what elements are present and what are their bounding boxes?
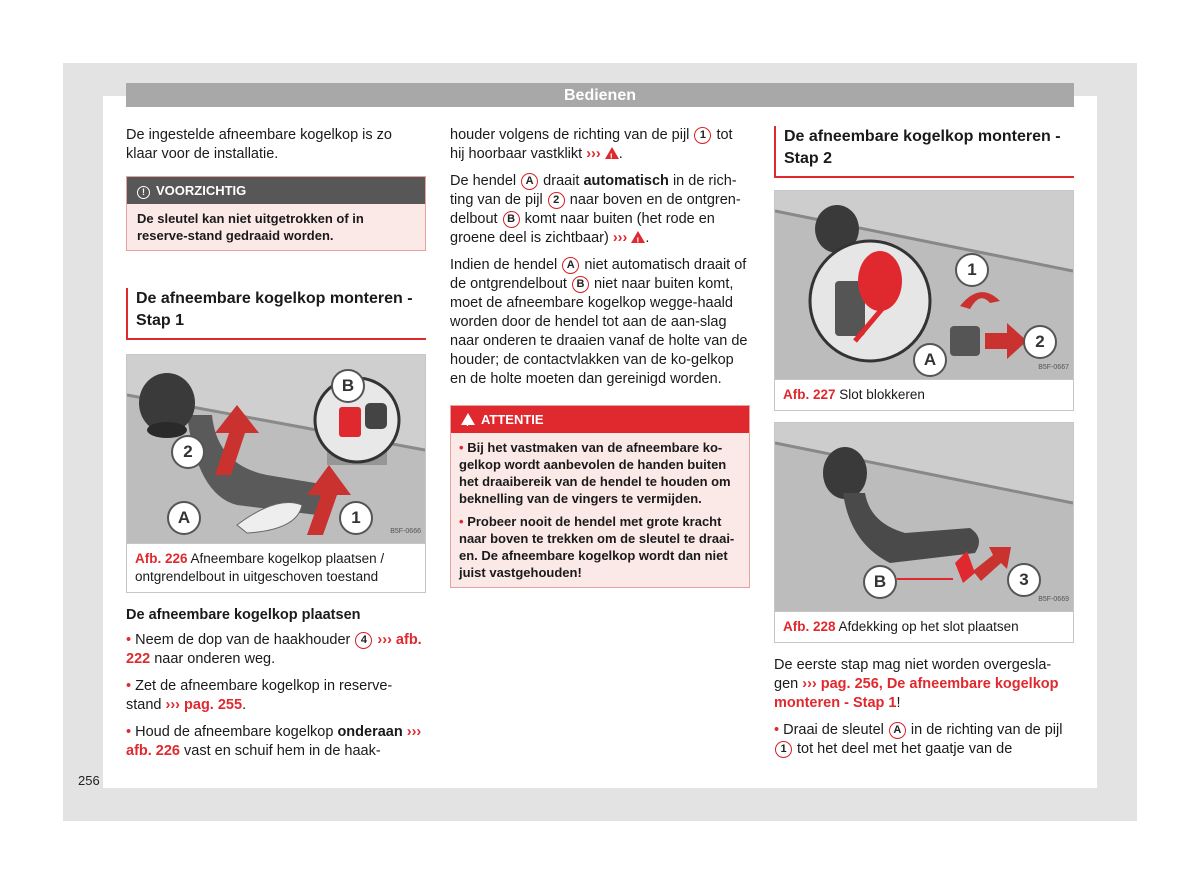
figure-227	[774, 190, 1074, 411]
para-3: Indien de hendel A niet automatisch draait of de ontgrendelbout B niet naar buiten komt, moet de afneembare kogelkop wegge-haald worden door de hendel tot aan de aan-slag naar onderen te draaien vanaf de holte van de houder; de contactvlakken van de ko-gelkop en de holte moeten dan gereinigd worden.	[450, 257, 748, 387]
bullet-3: • Houd de afneembare kogelkop onderaan ››› afb. 226 vast en schuif hem in de haak-	[126, 724, 422, 759]
fig226-label-B: B	[331, 369, 365, 403]
para-1: houder volgens de richting van de pijl 1 tot hij hoorbaar vastklikt ››› ! .	[450, 126, 750, 164]
fig226-label-2: 2	[171, 435, 205, 469]
figure-228-illustration	[775, 423, 1073, 611]
bullet-1: • Neem de dop van de haakhouder 4 ››› afb. 222 naar onderen weg.	[126, 632, 422, 667]
section-title-step2: De afneembare kogelkop monteren - Stap 2	[774, 126, 1074, 178]
fig227-label-1: 1	[955, 253, 989, 287]
attention-item: • Bij het vastmaken van de afneembare ko-gelkop wordt aanbevolen de handen buiten het draaibereik van de hendel te houden om beknelling van de vingers te vermijden.	[459, 440, 731, 506]
step2-para: De eerste stap mag niet worden overgesla-gen ››› pag. 256, De afneembare kogelkop monteren - Stap 1!	[774, 657, 1059, 711]
figure-226-illustration	[127, 355, 425, 543]
attention-header: !ATTENTIE	[451, 406, 749, 433]
caution-heading: VOORZICHTIG	[156, 183, 247, 198]
warning-icon	[631, 231, 645, 243]
fig227-label-A: A	[913, 343, 947, 377]
column-1	[126, 126, 426, 769]
page-number: 256	[78, 773, 100, 788]
figure-228-caption: Afb. 228 Afdekking op het slot plaatsen	[775, 611, 1073, 642]
para-2: De hendel A draait automatisch in de rich-ting van de pijl 2 naar boven en de ontgren-delbout B komt naar buiten (het rode en groene deel is zichtbaar) ››› ! .	[450, 172, 750, 248]
attention-box	[450, 405, 750, 588]
fig227-code: B5F-0667	[1038, 364, 1069, 371]
figure-226-caption: Afb. 226 Afneembare kogelkop plaatsen / ontgrendelbout in uitgeschoven toestand	[127, 543, 425, 592]
step2-bullet: • Draai de sleutel A in de richting van de pijl 1 tot het deel met het gaatje van de	[774, 722, 1063, 757]
intro-text: De ingestelde afneembare kogelkop is zo klaar voor de installatie.	[126, 127, 392, 162]
caution-icon: !	[137, 186, 150, 199]
column-3	[774, 126, 1074, 767]
warning-icon	[461, 413, 475, 425]
section-title-step1: De afneembare kogelkop monteren - Stap 1	[126, 288, 426, 340]
attention-body	[451, 433, 749, 587]
caution-box	[126, 176, 426, 251]
ref-link[interactable]: ››› afb. 222	[126, 632, 422, 667]
fig226-label-A: A	[167, 501, 201, 535]
fig228-label-B: B	[863, 565, 897, 599]
ref-link[interactable]: ››› pag. 255	[165, 697, 243, 713]
fig226-code: B5F-0666	[390, 528, 421, 535]
caution-text: De sleutel kan niet uitgetrokken of in reserve-stand gedraaid worden.	[127, 204, 425, 250]
figure-226	[126, 354, 426, 593]
fig228-label-3: 3	[1007, 563, 1041, 597]
fig226-label-1: 1	[339, 501, 373, 535]
column-2	[450, 126, 750, 588]
fig227-label-2: 2	[1023, 325, 1057, 359]
chapter-header: Bedienen	[126, 83, 1074, 107]
attention-item: • Probeer nooit de hendel met grote kracht naar boven te trekken om de sleutel te draai-en. De afneembare kogelkop wordt dan niet juist vastgehouden!	[459, 514, 735, 580]
figure-227-caption: Afb. 227 Slot blokkeren	[775, 379, 1073, 410]
ref-link[interactable]: ››› afb. 226	[126, 724, 422, 759]
bullet-2: • Zet de afneembare kogelkop in reserve-stand ››› pag. 255.	[126, 678, 393, 713]
warning-icon	[605, 147, 619, 159]
figure-228	[774, 422, 1074, 643]
subheading-plaatsen: De afneembare kogelkop plaatsen	[126, 607, 361, 623]
caution-header	[127, 177, 425, 204]
fig228-code: B5F-0669	[1038, 596, 1069, 603]
figure-227-illustration	[775, 191, 1073, 379]
ref-link[interactable]: ››› pag. 256, De afneembare kogelkop monteren - Stap 1	[774, 676, 1059, 711]
